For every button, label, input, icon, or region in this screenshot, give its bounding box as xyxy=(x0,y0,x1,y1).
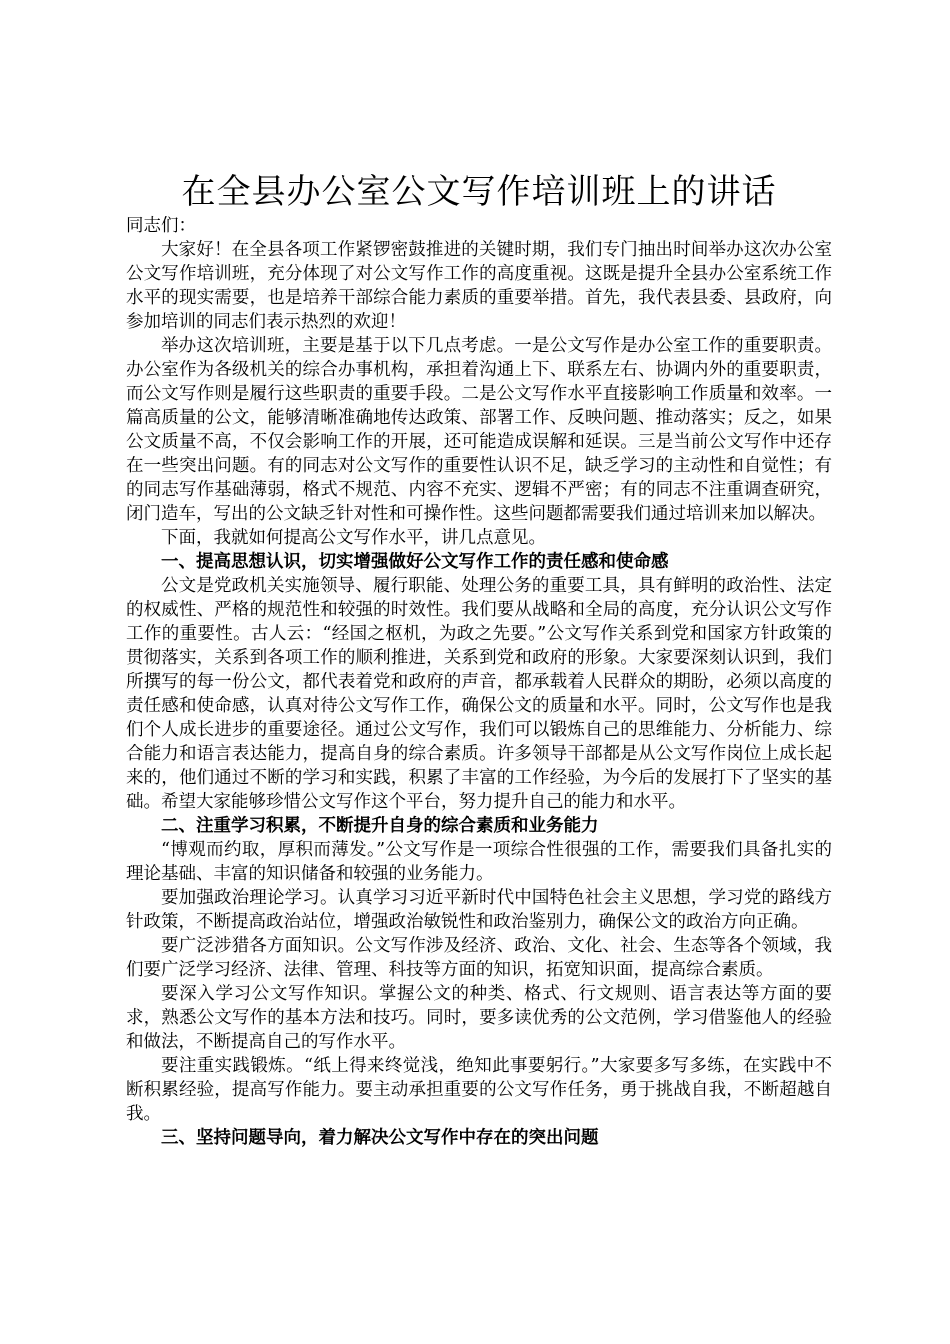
section-heading: 二、注重学习积累，不断提升自身的综合素质和业务能力 xyxy=(161,816,599,836)
paragraph: 要注重实践锻炼。“纸上得来终觉浅，绝知此事要躬行。”大家要多写多练，在实践中不断积累经验，提高写作能力。要主动承担重要的公文写作任务，勇于挑战自我，不断超越自我。 xyxy=(126,1056,832,1124)
document-page xyxy=(126,170,832,1150)
document-title: 在全县办公室公文写作培训班上的讲话 xyxy=(181,172,777,212)
paragraph: 要广泛涉猎各方面知识。公文写作涉及经济、政治、文化、社会、生态等各个领域，我们要广泛学习经济、法律、管理、科技等方面的知识，拓宽知识面，提高综合素质。 xyxy=(126,936,832,980)
paragraph: 要深入学习公文写作知识。掌握公文的种类、格式、行文规则、语言表达等方面的要求，熟悉公文写作的基本方法和技巧。同时，要多读优秀的公文范例，学习借鉴他人的经验和做法，不断提高自己的写作水平。 xyxy=(126,984,832,1052)
paragraph: “博观而约取，厚积而薄发。”公文写作是一项综合性很强的工作，需要我们具备扎实的理论基础、丰富的知识储备和较强的业务能力。 xyxy=(126,840,832,884)
paragraph: 要加强政治理论学习。认真学习习近平新时代中国特色社会主义思想，学习党的路线方针政策，不断提高政治站位，增强政治敏锐性和政治鉴别力，确保公文的政治方向正确。 xyxy=(126,888,832,932)
salutation: 同志们： xyxy=(126,216,196,236)
paragraph: 举办这次培训班，主要是基于以下几点考虑。一是公文写作是办公室工作的重要职责。办公室作为各级机关的综合办事机构，承担着沟通上下、联系左右、协调内外的重要职责，而公文写作则是履行这些职责的重要手段。二是公文写作水平直接影响工作质量和效率。一篇高质量的公文，能够清晰准确地传达政策、部署工作、反映问题、推动落实；反之，如果公文质量不高，不仅会影响工作的开展，还可能造成误解和延误。三是当前公文写作中还存在一些突出问题。有的同志对公文写作的重要性认识不足，缺乏学习的主动性和自觉性；有的同志写作基础薄弱，格式不规范、内容不充实、逻辑不严密；有的同志不注重调查研究，闭门造车，写出的公文缺乏针对性和可操作性。这些问题都需要我们通过培训来加以解决。 xyxy=(126,336,832,524)
paragraph: 大家好！在全县各项工作紧锣密鼓推进的关键时期，我们专门抽出时间举办这次办公室公文写作培训班，充分体现了对公文写作工作的高度重视。这既是提升全县办公室系统工作水平的现实需要，也是培养干部综合能力素质的重要举措。首先，我代表县委、县政府，向参加培训的同志们表示热烈的欢迎！ xyxy=(126,240,832,332)
section-heading: 三、坚持问题导向，着力解决公文写作中存在的突出问题 xyxy=(161,1128,599,1148)
paragraph: 公文是党政机关实施领导、履行职能、处理公务的重要工具，具有鲜明的政治性、法定的权威性、严格的规范性和较强的时效性。我们要从战略和全局的高度，充分认识公文写作工作的重要性。古人云：“经国之枢机，为政之先要。”公文写作关系到党和国家方针政策的贯彻落实，关系到各项工作的顺利推进，关系到党和政府的形象。大家要深刻认识到，我们所撰写的每一份公文，都代表着党和政府的声音，都承载着人民群众的期盼，必须以高度的责任感和使命感，认真对待公文写作工作，确保公文的质量和水平。同时，公文写作也是我们个人成长进步的重要途径。通过公文写作，我们可以锻炼自己的思维能力、分析能力、综合能力和语言表达能力，提高自身的综合素质。许多领导干部都是从公文写作岗位上成长起来的，他们通过不断的学习和实践，积累了丰富的工作经验，为今后的发展打下了坚实的基础。希望大家能够珍惜公文写作这个平台，努力提升自己的能力和水平。 xyxy=(126,576,832,812)
section-heading: 一、提高思想认识，切实增强做好公文写作工作的责任感和使命感 xyxy=(161,552,669,572)
paragraph: 下面，我就如何提高公文写作水平，讲几点意见。 xyxy=(161,528,546,548)
